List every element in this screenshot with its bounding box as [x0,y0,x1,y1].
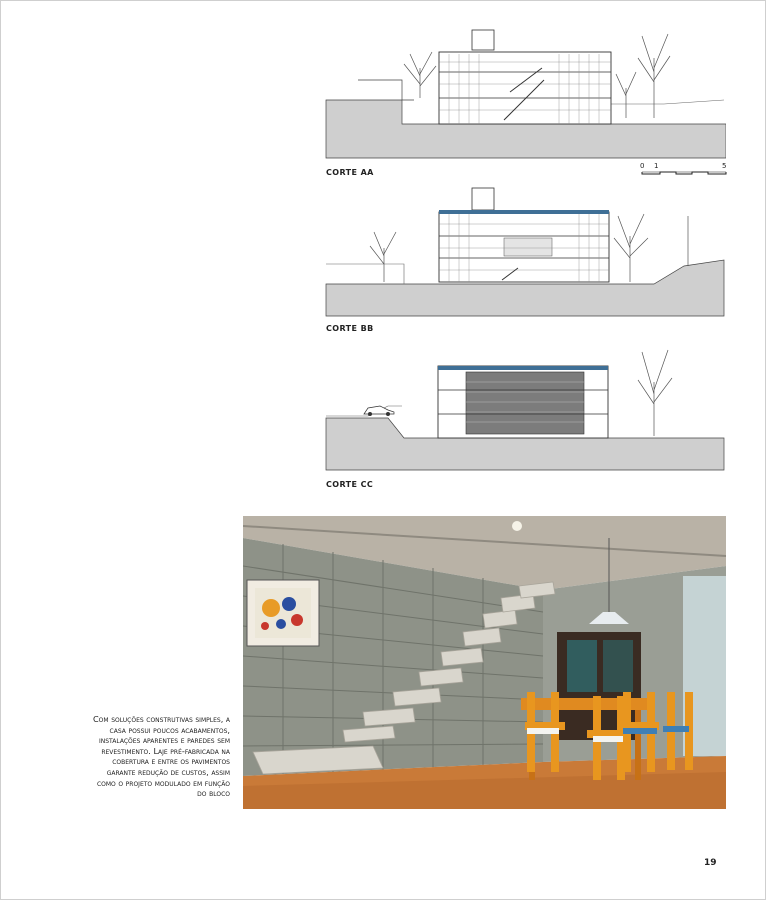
scale-bar [640,162,728,176]
section-label-cc: CORTE CC [326,480,374,489]
section-drawing-aa [324,28,726,160]
scale-tick: 0 [640,162,645,170]
scale-tick: 1 [654,162,659,170]
section-drawing-cc [324,346,726,472]
section-drawing-bb [324,186,726,318]
photo-caption-text: Com soluções construtivas simples, a casa possui poucos acabamentos, instalações aparentes e paredes sem revestimento. Laje pré-fabricada na cobertura e entre os pavimentos garante redução de custos, assim como o projeto modulado em função do bloco [92,714,230,799]
page-number: 19 [704,858,717,868]
scale-tick: 5 [722,162,727,170]
section-label-bb: CORTE BB [326,324,374,333]
interior-photo [243,516,726,809]
section-label-aa: CORTE AA [326,168,374,177]
